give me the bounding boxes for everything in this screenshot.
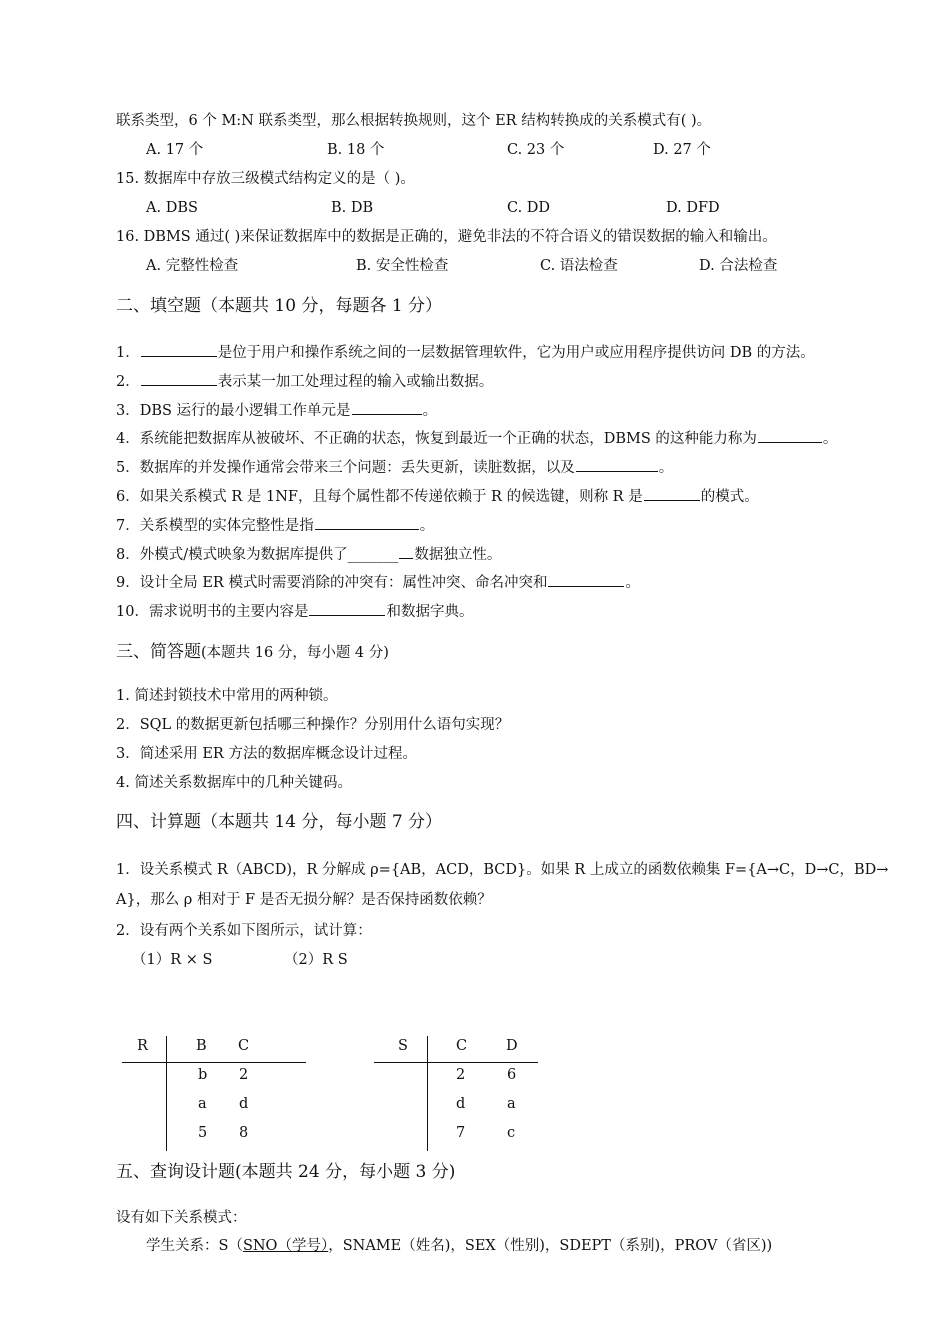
table-cell: 2 bbox=[456, 1067, 466, 1083]
student-relation bbox=[146, 1237, 772, 1255]
fill-item-10-suffix: 和数据字典。 bbox=[386, 604, 474, 620]
q14-option-c: C. 23 个 bbox=[507, 142, 565, 158]
q16-option-c: C. 语法检查 bbox=[540, 258, 618, 274]
table-cell: a bbox=[198, 1096, 207, 1112]
fill-item-7-suffix: 。 bbox=[419, 518, 435, 534]
q15-option-a: A. DBS bbox=[146, 200, 198, 216]
column-header: C bbox=[456, 1038, 468, 1054]
fill-item-10 bbox=[116, 601, 473, 621]
fill-item-1 bbox=[116, 342, 815, 362]
fill-item-1-prefix: 1． bbox=[116, 345, 140, 361]
answer-blank bbox=[758, 428, 822, 443]
table-cell: b bbox=[198, 1067, 208, 1083]
q16-option-d: D. 合法检查 bbox=[699, 258, 778, 274]
fill-item-3-text: 3．DBS 运行的最小逻辑工作单元是 bbox=[116, 403, 351, 419]
table-rule bbox=[427, 1036, 428, 1151]
primary-key: SNO（学号） bbox=[242, 1238, 329, 1254]
fill-item-3-suffix: 。 bbox=[422, 403, 438, 419]
table-cell: c bbox=[507, 1125, 516, 1141]
q14-option-d: D. 27 个 bbox=[653, 142, 711, 158]
short-answer-4: 4. 简述关系数据库中的几种关键码。 bbox=[116, 775, 352, 791]
table-cell: 5 bbox=[198, 1125, 208, 1141]
q14-option-a: A. 17 个 bbox=[146, 142, 204, 158]
fill-item-6 bbox=[116, 486, 759, 506]
table-rule bbox=[374, 1062, 538, 1063]
table-cell: a bbox=[507, 1096, 516, 1112]
fill-item-8 bbox=[116, 544, 501, 564]
fill-item-6-text: 6．如果关系模式 R 是 1NF，且每个属性都不传递依赖于 R 的候选键，则称 R 是 bbox=[116, 489, 643, 505]
calc-q2-part-2: （2）R S bbox=[284, 952, 348, 968]
section-2-heading: 二、填空题（本题共 10 分，每题各 1 分） bbox=[116, 296, 443, 316]
fill-item-2-text: 表示某一加工处理过程的输入或输出数据。 bbox=[217, 374, 494, 390]
q16-stem: 16. DBMS 通过( )来保证数据库中的数据是正确的，避免非法的不符合语义的错误数据的输入和输出。 bbox=[116, 229, 777, 245]
short-answer-2: 2．SQL 的数据更新包括哪三种操作？分别用什么语句实现？ bbox=[116, 717, 510, 733]
fill-item-3 bbox=[116, 400, 437, 420]
q14-option-b: B. 18 个 bbox=[327, 142, 385, 158]
column-header: D bbox=[506, 1038, 518, 1054]
answer-blank bbox=[309, 601, 385, 616]
fill-item-8-text: 8．外模式/模式映象为数据库提供了_______ bbox=[116, 547, 399, 563]
table-cell: 6 bbox=[507, 1067, 517, 1083]
fill-item-2-prefix: 2． bbox=[116, 374, 140, 390]
answer-blank bbox=[576, 457, 658, 472]
fill-item-9-suffix: 。 bbox=[625, 575, 640, 591]
section-4-heading: 四、计算题（本题共 14 分，每小题 7 分） bbox=[116, 812, 443, 832]
student-relation-prefix: 学生关系：S（ bbox=[146, 1238, 243, 1254]
short-answer-1: 1. 简述封锁技术中常用的两种锁。 bbox=[116, 688, 338, 704]
table-cell: 8 bbox=[239, 1125, 249, 1141]
q15-option-d: D. DFD bbox=[666, 200, 720, 216]
answer-blank bbox=[352, 400, 422, 415]
fill-item-5-suffix: 。 bbox=[658, 460, 674, 476]
q16-option-b: B. 安全性检查 bbox=[356, 258, 449, 274]
relation-name: R bbox=[137, 1038, 148, 1054]
fill-item-2 bbox=[116, 371, 493, 391]
q14-stem: 联系类型，6 个 M:N 联系类型，那么根据转换规则，这个 ER 结构转换成的关系模式有( )。 bbox=[116, 113, 712, 129]
section-3-note: (本题共 16 分，每小题 4 分) bbox=[201, 645, 389, 661]
fill-item-10-text: 10．需求说明书的主要内容是 bbox=[116, 604, 309, 620]
calc-q1-line1: 1．设关系模式 R（ABCD)，R 分解成 ρ={AB，ACD，BCD}。如果 R 上成立的函数依赖集 F={A→C，D→C，BD→ bbox=[116, 862, 889, 878]
q16-option-a: A. 完整性检查 bbox=[146, 258, 239, 274]
calc-q2-part-1: （1）R × S bbox=[132, 952, 213, 968]
table-cell: 2 bbox=[239, 1067, 249, 1083]
calc-q2: 2．设有两个关系如下图所示，试计算： bbox=[116, 923, 372, 939]
fill-item-4-text: 4．系统能把数据库从被破坏、不正确的状态，恢复到最近一个正确的状态，DBMS 的这种能力称为 bbox=[116, 431, 757, 447]
section-5-heading: 五、查询设计题(本题共 24 分，每小题 3 分) bbox=[116, 1162, 456, 1182]
answer-blank bbox=[141, 342, 217, 357]
table-rule bbox=[122, 1062, 306, 1063]
table-cell: d bbox=[239, 1096, 249, 1112]
section-3-title: 三、简答题 bbox=[116, 642, 201, 662]
fill-item-4-suffix: 。 bbox=[822, 431, 838, 447]
q15-option-b: B. DB bbox=[331, 200, 374, 216]
fill-item-5 bbox=[116, 457, 673, 477]
relation-name: S bbox=[398, 1038, 408, 1054]
fill-item-7-text: 7．关系模型的实体完整性是指 bbox=[116, 518, 314, 534]
answer-blank bbox=[399, 544, 413, 559]
answer-blank bbox=[315, 515, 419, 530]
fill-item-1-text: 是位于用户和操作系统之间的一层数据管理软件，它为用户或应用程序提供访问 DB 的方法。 bbox=[217, 345, 815, 361]
student-relation-attributes: ，SNAME（姓名)，SEX（性别)，SDEPT（系别)，PROV（省区)) bbox=[328, 1238, 773, 1254]
table-rule bbox=[166, 1036, 167, 1151]
answer-blank bbox=[548, 572, 624, 587]
q15-stem: 15. 数据库中存放三级模式结构定义的是（ )。 bbox=[116, 171, 415, 187]
q15-option-c: C. DD bbox=[507, 200, 551, 216]
fill-item-4 bbox=[116, 428, 837, 448]
fill-item-7 bbox=[116, 515, 434, 535]
fill-item-5-text: 5．数据库的并发操作通常会带来三个问题：丢失更新，读脏数据，以及 bbox=[116, 460, 575, 476]
answer-blank bbox=[644, 486, 700, 501]
fill-item-8-suffix: 数据独立性。 bbox=[414, 547, 502, 563]
table-cell: d bbox=[456, 1096, 466, 1112]
table-cell: 7 bbox=[456, 1125, 466, 1141]
column-header: B bbox=[196, 1038, 207, 1054]
fill-item-6-suffix: 的模式。 bbox=[700, 489, 759, 505]
short-answer-3: 3．简述采用 ER 方法的数据库概念设计过程。 bbox=[116, 746, 417, 762]
section-3-heading bbox=[116, 642, 389, 662]
fill-item-9-text: 9．设计全局 ER 模式时需要消除的冲突有：属性冲突、命名冲突和 bbox=[116, 575, 548, 591]
answer-blank bbox=[141, 371, 217, 386]
fill-item-9 bbox=[116, 572, 640, 592]
calc-q1-line2: A}，那么 ρ 相对于 F 是否无损分解？是否保持函数依赖？ bbox=[116, 892, 492, 908]
schema-intro: 设有如下关系模式： bbox=[116, 1210, 247, 1226]
column-header: C bbox=[238, 1038, 250, 1054]
